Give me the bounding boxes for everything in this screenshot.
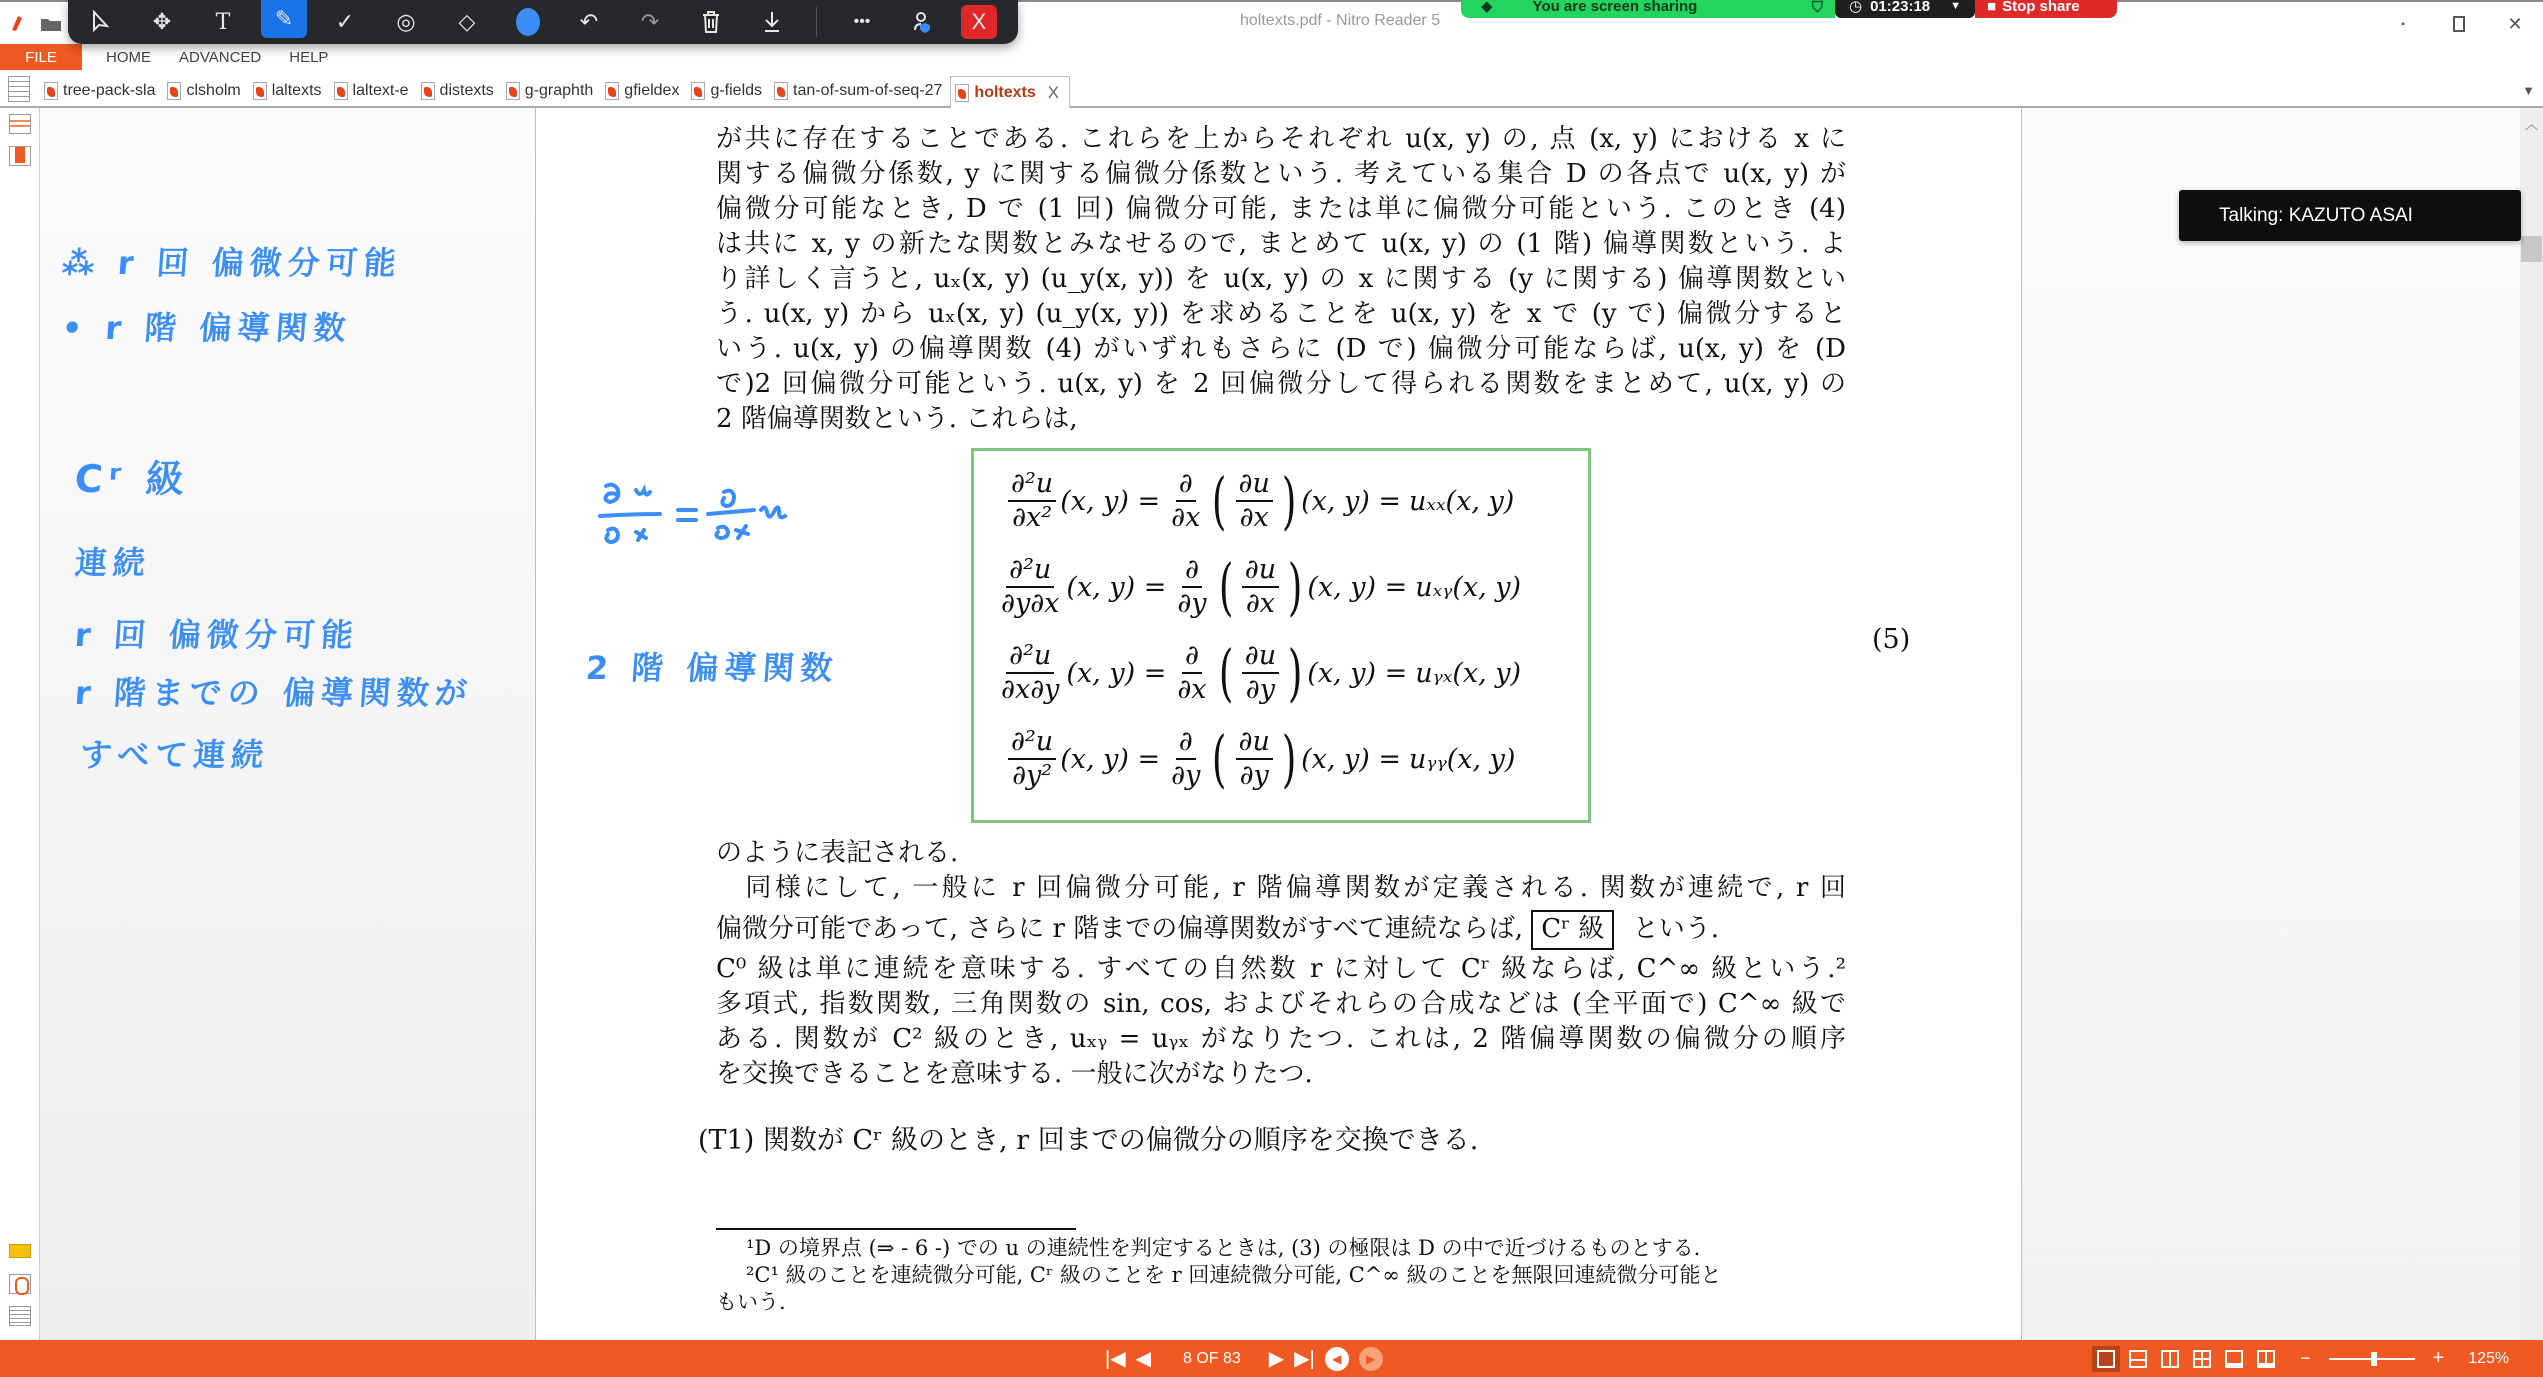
tab-clsholm[interactable] — [163, 76, 246, 106]
scroll-up-icon[interactable]: ︿ — [2525, 117, 2539, 132]
handwritten-note: Cʳ 級 — [73, 457, 192, 501]
window-title: holtexts.pdf - Nitro Reader 5 — [1240, 12, 1441, 29]
tab-label: laltext-e — [352, 82, 409, 99]
viewer-background — [2022, 108, 2520, 1340]
footnote-1: ¹D の境界点 (⇒ - 6 -) での u の連続性を判定するときは, (3) の極限は D の中で近づけるものとする. — [746, 1236, 1701, 1260]
text-line: は共に x, y の新たな関数とみなせるので, まとめて u(x, y) の (1 階) 偏導関数という. よ — [716, 229, 1846, 259]
first-page-button[interactable]: |◀ — [1105, 1348, 1126, 1370]
continuous-view-button[interactable] — [2124, 1346, 2152, 1372]
view-mode-controls — [2092, 1340, 2509, 1377]
back-arrow-icon: ◀ — [1332, 1351, 1342, 1366]
tab-list-icon[interactable] — [8, 76, 30, 102]
tab-g-graphth[interactable] — [502, 76, 600, 106]
pen-icon: ✎ — [274, 6, 294, 31]
toolbar-divider — [816, 7, 817, 37]
fraction: $\frac{\text{∂²u}}{\partial y\partial x}$ — [1001, 554, 1060, 619]
pdf-file-icon — [334, 82, 348, 100]
tab-label: gfieldex — [624, 82, 680, 99]
text-line: ある. 関数が C² 級のとき, uₓᵧ = uᵧₓ がなりたつ. これは, 2 階偏導関数の偏微分の順序 — [716, 1024, 1846, 1054]
maximize-button[interactable] — [2431, 2, 2487, 46]
equation-uxy: $\frac{\text{∂²u}}{\partial y\partial x}$ (x, y) = $\frac{\partial}{\partial y}$ ( $\frac{\partial u}{\partial x}$ ) (x, y) = uₓᵧ(x, y) — [994, 547, 1521, 627]
tab-close-icon[interactable]: X — [1047, 82, 1060, 102]
spotlight-icon: ◎ — [396, 9, 416, 34]
vertical-scrollbar[interactable] — [2520, 108, 2543, 1340]
forward-arrow-icon: ▶ — [1366, 1351, 1376, 1366]
zoom-slider[interactable] — [2329, 1358, 2415, 1360]
comments-icon[interactable] — [9, 1244, 31, 1258]
tab-g-fields[interactable] — [687, 76, 768, 106]
stop-icon: ■ — [1987, 0, 1997, 15]
scroll-thumb[interactable] — [2521, 236, 2542, 262]
menu-advanced[interactable]: ADVANCED — [179, 48, 262, 66]
fraction: $\frac{\text{∂²u}}{\text{∂x²}}$ — [1008, 468, 1056, 534]
tab-label: g-fields — [710, 82, 763, 99]
last-page-button[interactable]: ▶| — [1294, 1348, 1315, 1370]
grid-pages-icon — [2193, 1350, 2211, 1368]
equation-uyx: $\frac{\text{∂²u}}{\partial x\partial y}$ (x, y) = $\frac{\partial}{\partial x}$ ( $\frac{\partial u}{\partial y}$ ) (x, y) = uᵧₓ(x, y) — [994, 633, 1521, 713]
monitor-icon — [2225, 1350, 2243, 1368]
tab-holtexts[interactable] — [950, 76, 1070, 108]
tab-label: tan-of-sum-of-seq-27 — [793, 82, 943, 99]
menu-help[interactable]: HELP — [289, 48, 329, 66]
menu-bar — [0, 44, 2543, 70]
boxed-term-cr: Cʳ 級 — [1531, 910, 1614, 950]
timer-value: 01:23:18 — [1870, 0, 1931, 15]
text-line: で)2 回偏微分可能という. u(x, y) を 2 回偏微分して得られる関数をまとめて, u(x, y) の — [716, 369, 1846, 399]
screen-share-status — [1461, 0, 1835, 18]
move-tool-button[interactable] — [139, 4, 185, 40]
spotlight-tool-button[interactable] — [383, 4, 429, 40]
text-line: 偏微分可能であって, さらに r 階までの偏導関数がすべて連続ならば, Cʳ 級 という. — [716, 906, 1846, 952]
user-shield-icon — [913, 10, 933, 34]
color-picker-button[interactable] — [505, 4, 551, 40]
tab-laltext-e[interactable] — [330, 76, 415, 106]
next-page-button[interactable]: ▶ — [1268, 1348, 1285, 1370]
text-line: 同様にして, 一般に r 回偏微分可能, r 階偏導関数が定義される. 関数が連続で, r 回 — [716, 873, 1846, 903]
tab-tan-of-sum-of-seq-27[interactable] — [770, 76, 948, 106]
undo-icon: ↶ — [579, 9, 599, 34]
talking-indicator: Talking: KAZUTO ASAI — [2179, 190, 2521, 241]
status-bar — [0, 1340, 2543, 1377]
text-line: C⁰ 級は単に連続を意味する. すべての自然数 r に対して Cʳ 級ならば, C^∞ 級という.² — [716, 954, 1846, 984]
fraction: $\frac{\partial}{\partial x}$ — [1171, 468, 1201, 533]
pdf-page — [535, 108, 2022, 1340]
maximize-icon — [2453, 16, 2465, 32]
equation-uxx: $\frac{\text{∂²u}}{\text{∂x²}}$ (x, y) = $\frac{\partial}{\partial x}$ ( $\frac{\partial u}{\partial x}$ ) (x, y) = uₓₓ(x, y) — [1004, 461, 1514, 541]
text-line: 偏微分可能なとき, D で (1 回) 偏微分可能, または単に偏微分可能という. このとき (4) — [716, 194, 1846, 224]
facing-view-button[interactable] — [2156, 1346, 2184, 1372]
clock-icon: ◷ — [1849, 0, 1863, 15]
text-line: り詳しく言うと, uₓ(x, y) (u_y(x, y)) を u(x, y) の x に関する (y に関する) 偏導関数とい — [716, 264, 1846, 294]
pdf-file-icon — [955, 84, 969, 102]
handwritten-note: 連続 — [73, 544, 153, 582]
tab-laltexts[interactable] — [249, 76, 328, 106]
page-indicator[interactable]: 8 OF 83 — [1182, 1349, 1241, 1367]
zoom-in-button[interactable]: + — [2432, 1347, 2445, 1369]
tab-gfieldex[interactable] — [601, 76, 685, 106]
save-annotation-button[interactable] — [749, 4, 795, 40]
presentation-view-button[interactable] — [2220, 1346, 2248, 1372]
check-icon: ✓ — [335, 9, 355, 34]
menu-file[interactable]: FILE — [0, 44, 82, 70]
close-icon: X — [971, 9, 987, 34]
footnote-2: ²C¹ 級のことを連続微分可能, Cʳ 級のことを r 回連続微分可能, C^∞ 級のことを無限回連続微分可能と — [746, 1263, 1722, 1287]
fraction: $\frac{\partial u}{\partial y}$ — [1236, 726, 1273, 792]
pdf-file-icon — [774, 82, 788, 100]
select-tool-button[interactable] — [78, 4, 124, 40]
tab-label: laltexts — [271, 82, 322, 99]
next-view-button[interactable] — [1359, 1347, 1383, 1371]
chevron-down-icon: ▼ — [1950, 0, 1961, 12]
handwritten-note: すべて連続 — [78, 736, 271, 774]
paragraph-definitions — [716, 122, 1846, 437]
handwritten-note-second-order: 2 階 偏導関数 — [584, 649, 840, 687]
footnote-divider — [716, 1228, 1076, 1230]
pdf-file-icon — [167, 82, 181, 100]
text-line: う. u(x, y) から uₓ(x, y) (u_y(x, y)) を求めることを u(x, y) を x で (y で) 偏微分すると — [716, 299, 1846, 329]
facing-continuous-view-button[interactable] — [2188, 1346, 2216, 1372]
document-tabs — [0, 74, 2543, 108]
download-icon — [762, 10, 782, 34]
tab-label: clsholm — [186, 82, 241, 99]
check-tool-button[interactable] — [322, 4, 368, 40]
handwritten-note: r 階までの 偏導関数が — [73, 674, 475, 712]
screen-share-bar — [1461, 0, 2117, 18]
fraction: $\frac{\partial}{\partial y}$ — [1171, 726, 1201, 791]
handwritten-note: ⁂ r 回 偏微分可能 — [60, 244, 404, 282]
document-viewport — [40, 108, 2520, 1340]
tab-label: tree-pack-sla — [63, 82, 156, 99]
continuous-page-icon — [2129, 1350, 2147, 1368]
shield-check-icon: ⛉ — [1811, 0, 1823, 16]
zoom-slider-handle[interactable] — [2371, 1352, 2377, 1366]
fraction: $\frac{\partial u}{\partial x}$ — [1242, 554, 1279, 620]
more-icon: ••• — [853, 13, 871, 30]
window-controls — [2375, 2, 2543, 46]
pdf-file-icon — [44, 82, 58, 100]
bookmarks-icon[interactable] — [9, 146, 31, 166]
stop-share-button[interactable] — [1975, 0, 2117, 18]
single-page-icon — [2097, 1350, 2115, 1368]
tabs-overflow-icon[interactable]: ▼ — [2522, 83, 2535, 98]
zoom-out-button[interactable]: − — [2300, 1348, 2311, 1368]
paragraph-cr-class — [716, 836, 1846, 1092]
fraction: $\frac{\partial u}{\partial y}$ — [1242, 640, 1279, 706]
menu-home[interactable]: HOME — [106, 48, 151, 66]
redo-icon: ↷ — [640, 9, 660, 34]
text-icon: T — [215, 9, 231, 35]
text-tool-button[interactable] — [200, 4, 246, 40]
equation-uyy: $\frac{\text{∂²u}}{\text{∂y²}}$ (x, y) = $\frac{\partial}{\partial y}$ ( $\frac{\partial u}{\partial y}$ ) (x, y) = uᵧᵧ(x, y) — [1004, 719, 1515, 799]
minimize-icon: ▪ — [2401, 18, 2405, 30]
undo-button[interactable] — [566, 4, 612, 40]
eraser-icon: ◇ — [458, 9, 476, 34]
left-panel-rail — [0, 108, 40, 1340]
pen-tool-button[interactable] — [261, 0, 307, 38]
attachments-icon[interactable] — [9, 1274, 31, 1294]
footnote-2-cont: もいう. — [716, 1290, 786, 1314]
text-line: いう. u(x, y) の偏導関数 (4) がいずれもさらに (D で) 偏微分可能ならば, u(x, y) を (D — [716, 334, 1846, 364]
close-icon: ✕ — [2507, 13, 2523, 34]
nitro-logo-icon — [10, 14, 24, 32]
monitor-split-icon — [2257, 1350, 2275, 1368]
annotation-toolbar — [68, 0, 1018, 44]
zoom-level[interactable]: 125% — [2468, 1349, 2510, 1367]
handwritten-formula — [596, 480, 806, 560]
clear-button[interactable] — [688, 4, 734, 40]
tab-label: holtexts — [974, 83, 1036, 101]
equation-box-5 — [971, 448, 1591, 823]
single-page-view-button[interactable] — [2092, 1346, 2120, 1372]
previous-page-button[interactable]: ◀ — [1135, 1348, 1151, 1370]
open-folder-icon[interactable] — [40, 16, 62, 32]
stop-share-label: Stop share — [2002, 0, 2080, 15]
text-line: が共に存在することである. これらを上からそれぞれ u(x, y) の, 点 (x, y) における x に — [716, 124, 1846, 154]
pdf-file-icon — [253, 82, 267, 100]
fraction: $\frac{\text{∂²u}}{\text{∂y²}}$ — [1008, 726, 1056, 792]
pdf-file-icon — [506, 82, 520, 100]
close-window-button[interactable] — [2487, 2, 2543, 46]
presentation-facing-view-button[interactable] — [2252, 1346, 2280, 1372]
tab-label: g-graphth — [524, 82, 594, 99]
participant-button[interactable] — [900, 4, 946, 40]
handwritten-note: • r 階 偏導関数 — [60, 309, 353, 347]
tab-label: distexts — [439, 82, 494, 99]
pin-icon[interactable]: ◆ — [1481, 0, 1493, 15]
page-navigation — [1105, 1340, 1393, 1377]
pdf-file-icon — [421, 82, 435, 100]
fraction: $\frac{\partial}{\partial x}$ — [1177, 640, 1207, 705]
equation-number: (5) — [1872, 624, 1911, 655]
layers-list-icon[interactable] — [9, 1306, 31, 1326]
close-annotation-button[interactable] — [961, 5, 997, 39]
move-icon: ✥ — [152, 9, 172, 34]
annotation-margin — [40, 108, 535, 1340]
fraction: $\frac{\partial u}{\partial x}$ — [1236, 468, 1273, 534]
color-swatch-icon — [516, 8, 540, 36]
fraction: $\frac{\text{∂²u}}{\partial x\partial y}$ — [1001, 640, 1060, 705]
text-line: 2 階偏導関数という. これらは, — [716, 404, 1078, 434]
text-line: を交換できることを意味する. 一般に次がなりたつ. — [716, 1059, 1313, 1089]
fraction: $\frac{\partial}{\partial y}$ — [1177, 554, 1207, 619]
minimize-button[interactable] — [2375, 2, 2431, 46]
pdf-file-icon — [605, 82, 619, 100]
search-panel-icon[interactable] — [9, 114, 31, 134]
more-options-button[interactable] — [839, 4, 885, 40]
theorem-t1: (T1) 関数が Cʳ 級のとき, r 回までの偏微分の順序を交換できる. — [698, 1125, 1479, 1156]
footnotes — [716, 1235, 1846, 1316]
facing-pages-icon — [2161, 1350, 2179, 1368]
trash-icon — [701, 10, 721, 34]
tab-distexts[interactable] — [417, 76, 500, 106]
pdf-file-icon — [691, 82, 705, 100]
text-line: 関する偏微分係数, y に関する偏微分係数という. 考えている集合 D の各点で u(x, y) が — [716, 159, 1846, 189]
redo-button[interactable] — [627, 4, 673, 40]
tab-tree-pack-sla[interactable] — [40, 76, 161, 106]
eraser-tool-button[interactable] — [444, 4, 490, 40]
share-timer[interactable] — [1835, 0, 1975, 18]
arrow-cursor-icon — [91, 10, 111, 34]
screen-share-label: You are screen sharing — [1532, 0, 1698, 15]
previous-view-button[interactable] — [1325, 1347, 1349, 1371]
text-line: のように表記される. — [716, 838, 959, 868]
handwritten-note: r 回 偏微分可能 — [73, 616, 361, 654]
text-line: 多項式, 指数関数, 三角関数の sin, cos, およびそれらの合成などは (全平面で) C^∞ 級で — [716, 989, 1846, 1019]
